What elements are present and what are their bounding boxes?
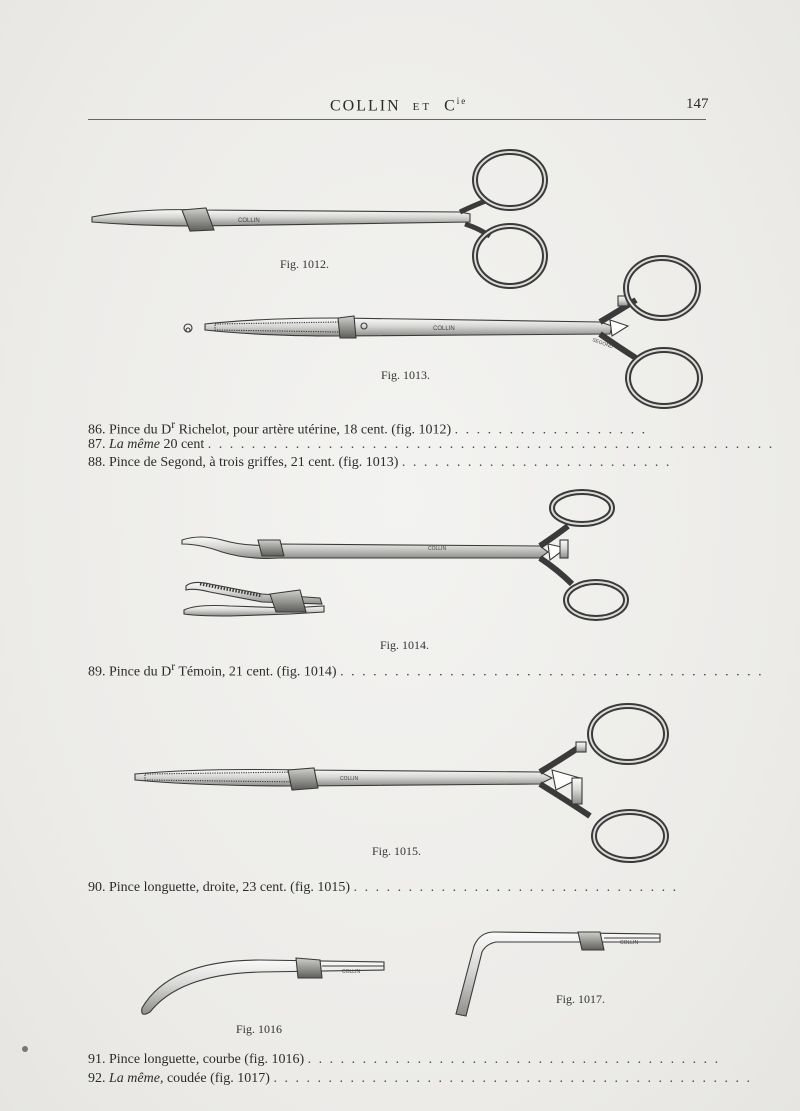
entry-text: Pince du D	[109, 422, 172, 438]
fig-1013-forceps	[184, 258, 700, 406]
entry-leader: . . . . . . . . . . . . . . . . . . . . . . . . .	[401, 455, 672, 470]
entry-text: Pince longuette, droite, 23 cent. (fig. 1015)	[109, 880, 351, 895]
entry-leader: . . . . . . . . . . . . . . . . . . . . . . . . . . . . . .	[353, 880, 679, 895]
fig-1014-engraving: COLLIN	[428, 546, 447, 552]
fig-1013-side-engraving: SEGOND	[591, 337, 614, 351]
caption-fig-1012: Fig. 1012.	[280, 257, 330, 271]
entry-89	[88, 660, 764, 681]
entry-number: 90.	[88, 880, 106, 895]
entry-88	[88, 455, 688, 471]
publisher-et: ET	[412, 101, 433, 114]
entry-91	[88, 1052, 721, 1068]
entry-leader: . . . . . . . . . . . . . . . . . . . . . . . . . . . . . . . . . . . . . . .	[340, 664, 764, 680]
entry-92	[88, 1071, 752, 1087]
entry-italic: La même	[109, 437, 160, 452]
entry-number: 87.	[88, 437, 106, 452]
entry-number: 89.	[88, 664, 106, 680]
entry-number: 92.	[88, 1071, 106, 1086]
caption-fig-1017: Fig. 1017.	[556, 992, 606, 1006]
fig-1017-engraving: COLLIN	[620, 940, 639, 946]
entry-number: 91.	[88, 1052, 106, 1067]
caption-fig-1016: Fig. 1016	[236, 1022, 283, 1036]
entry-leader: . . . . . . . . . . . . . . . . . . . . . . . . . . . . . . . . . . . . . .	[307, 1052, 721, 1067]
fig-1013-engraving: COLLIN	[433, 326, 455, 332]
fig-1015-engraving: COLLIN	[340, 776, 359, 782]
entry-italic: La même	[109, 1071, 160, 1086]
fig-1015-forceps	[135, 706, 666, 860]
publisher-co: C	[444, 97, 457, 115]
entry-leader: . . . . . . . . . . . . . . . . . . . . . . . . . . . . . . . . . . . . . . . . . . . .	[273, 1071, 752, 1086]
caption-fig-1015: Fig. 1015.	[372, 844, 422, 858]
fig-1012-engraving: COLLIN	[238, 218, 260, 224]
publisher-co-sup: ie	[456, 96, 468, 106]
entry-text: Pince longuette, courbe (fig. 1016)	[109, 1052, 305, 1067]
entry-text: Pince de Segond, à trois griffes, 21 cent. (fig. 1013)	[109, 455, 399, 470]
entry-leader: . . . . . . . . . . . . . . . . . . . . . . . . . . . . . . . . . . . . . . . . . . . . . . . . . . . .	[207, 437, 775, 452]
entry-90	[88, 880, 688, 896]
entry-text-cont: 20 cent	[159, 437, 205, 452]
entry-sup: r	[171, 660, 176, 673]
fig-1016-forceps	[142, 958, 384, 1014]
entry-87	[88, 437, 775, 453]
caption-fig-1014: Fig. 1014.	[380, 638, 430, 652]
entry-sup: r	[171, 418, 176, 431]
entry-text-cont: Témoin, 21 cent. (fig. 1014)	[175, 664, 337, 680]
fig-1014-forceps	[182, 492, 626, 618]
entry-text-cont: , coudée (fig. 1017)	[159, 1071, 270, 1086]
entry-number: 88.	[88, 455, 106, 470]
caption-fig-1013: Fig. 1013.	[381, 368, 431, 382]
entry-text-cont: Richelot, pour artère utérine, 18 cent. (fig. 1012)	[175, 422, 452, 438]
entry-86	[88, 418, 688, 439]
fig-1016-engraving: COLLIN	[342, 969, 361, 975]
entry-text: Pince du D	[109, 664, 172, 680]
entry-number: 86.	[88, 422, 106, 438]
entry-leader: . . . . . . . . . . . . . . . . . .	[454, 422, 648, 438]
publisher-name: COLLIN	[330, 97, 401, 115]
margin-mark	[22, 1046, 28, 1052]
page-number: 147	[686, 96, 709, 112]
